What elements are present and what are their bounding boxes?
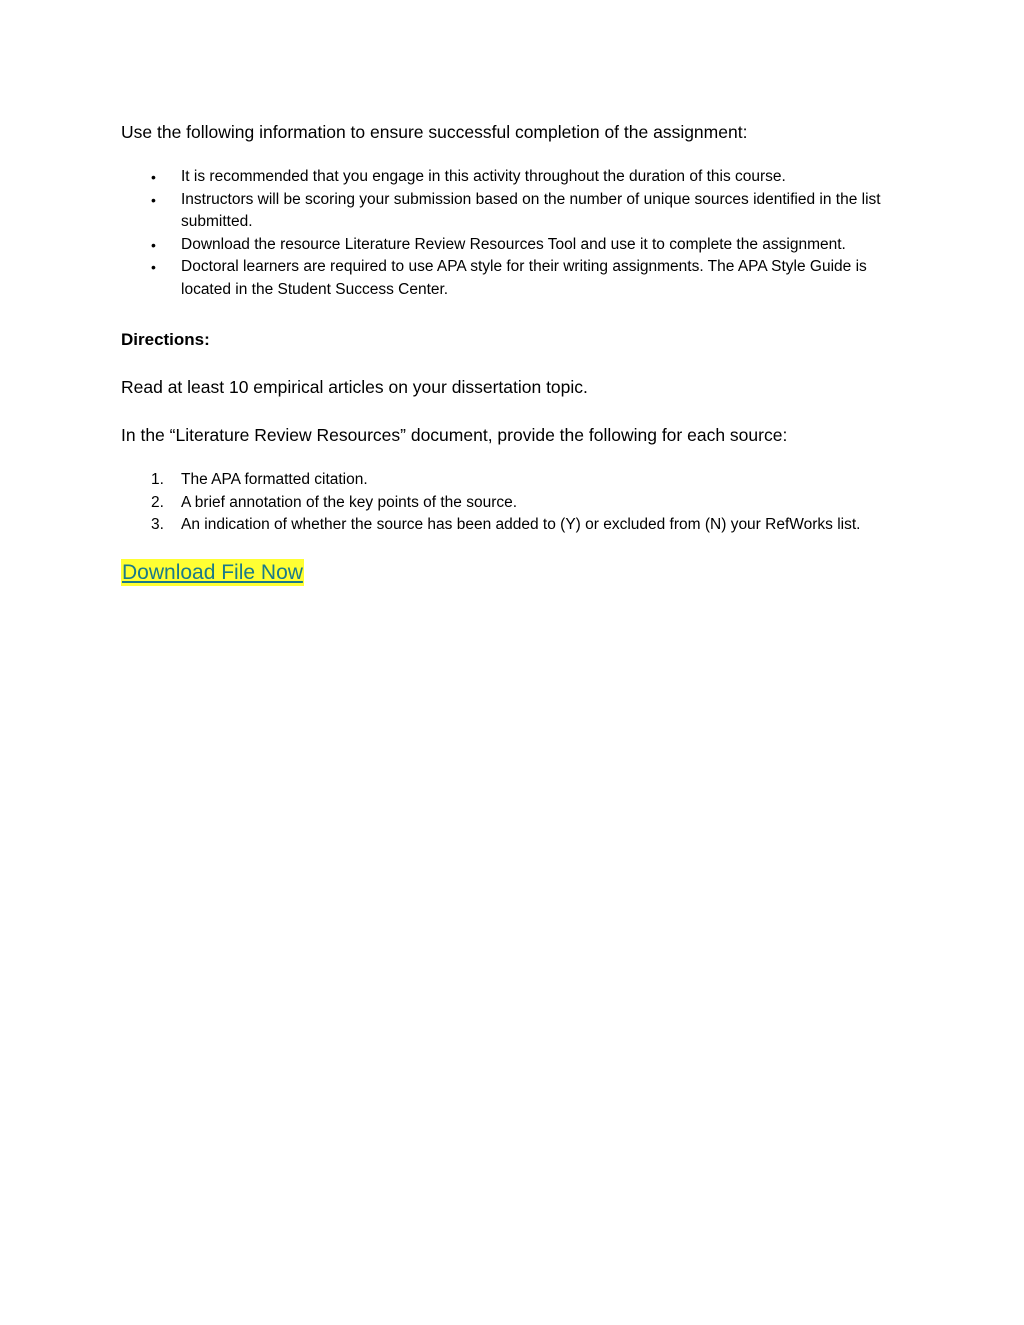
list-item-text: Instructors will be scoring your submission based on the number of unique sources identified in the list submitted. bbox=[181, 190, 881, 230]
list-item-text: A brief annotation of the key points of the source. bbox=[181, 493, 518, 511]
list-item bbox=[121, 166, 901, 189]
directions-paragraph-2: In the “Literature Review Resources” document, provide the following for each source: bbox=[121, 425, 788, 445]
guidelines-list bbox=[121, 166, 901, 301]
list-item-text: Doctoral learners are required to use APA style for their writing assignments. The APA Style Guide is located in the Student Success Center. bbox=[181, 258, 867, 298]
list-item-text: An indication of whether the source has been added to (Y) or excluded from (N) your RefWorks list. bbox=[181, 516, 861, 533]
bullet-icon: • bbox=[151, 191, 156, 208]
intro-paragraph: Use the following information to ensure successful completion of the assignment: bbox=[121, 122, 748, 142]
requirements-list bbox=[121, 469, 901, 537]
list-number: 1. bbox=[151, 471, 164, 488]
download-section bbox=[121, 559, 901, 586]
list-item bbox=[121, 189, 901, 234]
directions-paragraph-1: Read at least 10 empirical articles on your dissertation topic. bbox=[121, 377, 588, 397]
list-item-text: Download the resource Literature Review Resources Tool and use it to complete the assignment. bbox=[181, 235, 846, 253]
list-item bbox=[121, 256, 901, 301]
list-item-text: It is recommended that you engage in this activity throughout the duration of this course. bbox=[181, 168, 786, 185]
bullet-icon: • bbox=[151, 259, 156, 275]
download-file-link[interactable]: Download File Now bbox=[122, 560, 303, 584]
bullet-icon: • bbox=[151, 169, 156, 185]
list-item bbox=[121, 469, 901, 492]
list-item bbox=[121, 514, 901, 537]
document-content bbox=[121, 120, 901, 586]
bullet-icon: • bbox=[151, 236, 156, 253]
list-number: 2. bbox=[151, 493, 164, 511]
list-item-text: The APA formatted citation. bbox=[181, 471, 368, 488]
list-item bbox=[121, 492, 901, 515]
directions-heading: Directions: bbox=[121, 330, 210, 349]
list-number: 3. bbox=[151, 516, 164, 533]
list-item bbox=[121, 234, 901, 257]
